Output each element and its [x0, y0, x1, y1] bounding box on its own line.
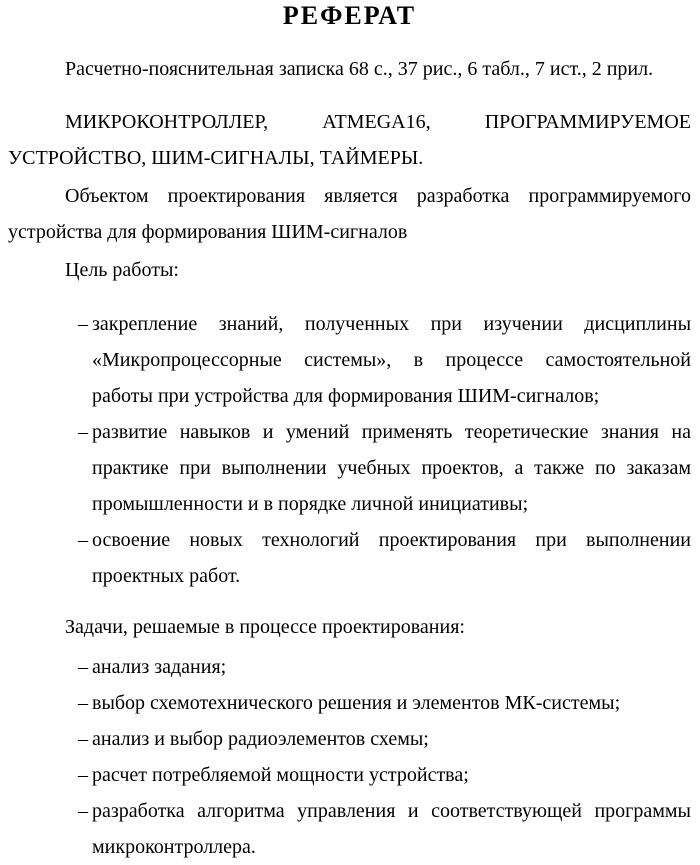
paragraph	[8, 104, 691, 176]
text-line: Задачи, решаемые в процессе проектирования:	[65, 616, 465, 638]
list-item	[78, 721, 691, 757]
text-line: микроконтроллера.	[92, 836, 256, 858]
dash-bullet: –	[78, 728, 88, 750]
bullet-list	[78, 306, 691, 594]
dash-bullet: –	[78, 529, 88, 551]
text-line: Цель работы:	[65, 259, 179, 281]
text-line: Расчетно-пояснительная записка 68 с., 37 рис., 6 табл., 7 ист., 2 прил.	[65, 58, 654, 80]
list-item	[78, 522, 691, 594]
page-title: РЕФЕРАТ	[282, 1, 417, 30]
dash-bullet: –	[78, 421, 88, 443]
dash-bullet: –	[78, 656, 88, 678]
list-item	[78, 414, 691, 522]
paragraph	[8, 609, 691, 645]
text-line: промышленности и в порядке личной инициативы;	[92, 493, 529, 515]
text-line: анализ и выбор радиоэлементов схемы;	[92, 728, 429, 750]
text-line: УСТРОЙСТВО, ШИМ-СИГНАЛЫ, ТАЙМЕРЫ.	[8, 147, 424, 169]
bullet-list	[78, 649, 691, 865]
text-line: МИКРОКОНТРОЛЛЕР, ATMEGA16, ПРОГРАММИРУЕМОЕ	[65, 111, 691, 133]
text-line: устройства для формирования ШИМ-сигналов	[8, 221, 408, 243]
dash-bullet: –	[78, 692, 88, 714]
text-line: разработка алгоритма управления и соответствующей программы	[92, 800, 691, 822]
text-line: расчет потребляемой мощности устройства;	[92, 764, 469, 786]
text-line: закрепление знаний, полученных при изучении дисциплины	[92, 313, 691, 335]
document-body	[8, 51, 691, 865]
list-item	[78, 793, 691, 865]
dash-bullet: –	[78, 764, 88, 786]
dash-bullet: –	[78, 313, 88, 335]
paragraph	[8, 178, 691, 250]
text-line: анализ задания;	[92, 656, 227, 678]
text-line: развитие навыков и умений применять теоретические знания на	[92, 421, 691, 443]
text-line: Объектом проектирования является разработка программируемого	[65, 185, 691, 207]
list-item	[78, 306, 691, 414]
dash-bullet: –	[78, 800, 88, 822]
text-line: «Микропроцессорные системы», в процессе самостоятельной	[92, 349, 691, 371]
text-line: практике при выполнении учебных проектов, а также по заказам	[92, 457, 691, 479]
text-line: выбор схемотехнического решения и элементов МК-системы;	[92, 692, 621, 714]
text-line: освоение новых технологий проектирования при выполнении	[92, 529, 691, 551]
list-item	[78, 685, 691, 721]
list-item	[78, 757, 691, 793]
text-line: работы при устройства для формирования ШИМ-сигналов;	[92, 385, 600, 407]
paragraph	[8, 51, 691, 87]
paragraph	[8, 252, 691, 288]
list-item	[78, 649, 691, 685]
text-line: проектных работ.	[92, 565, 241, 587]
